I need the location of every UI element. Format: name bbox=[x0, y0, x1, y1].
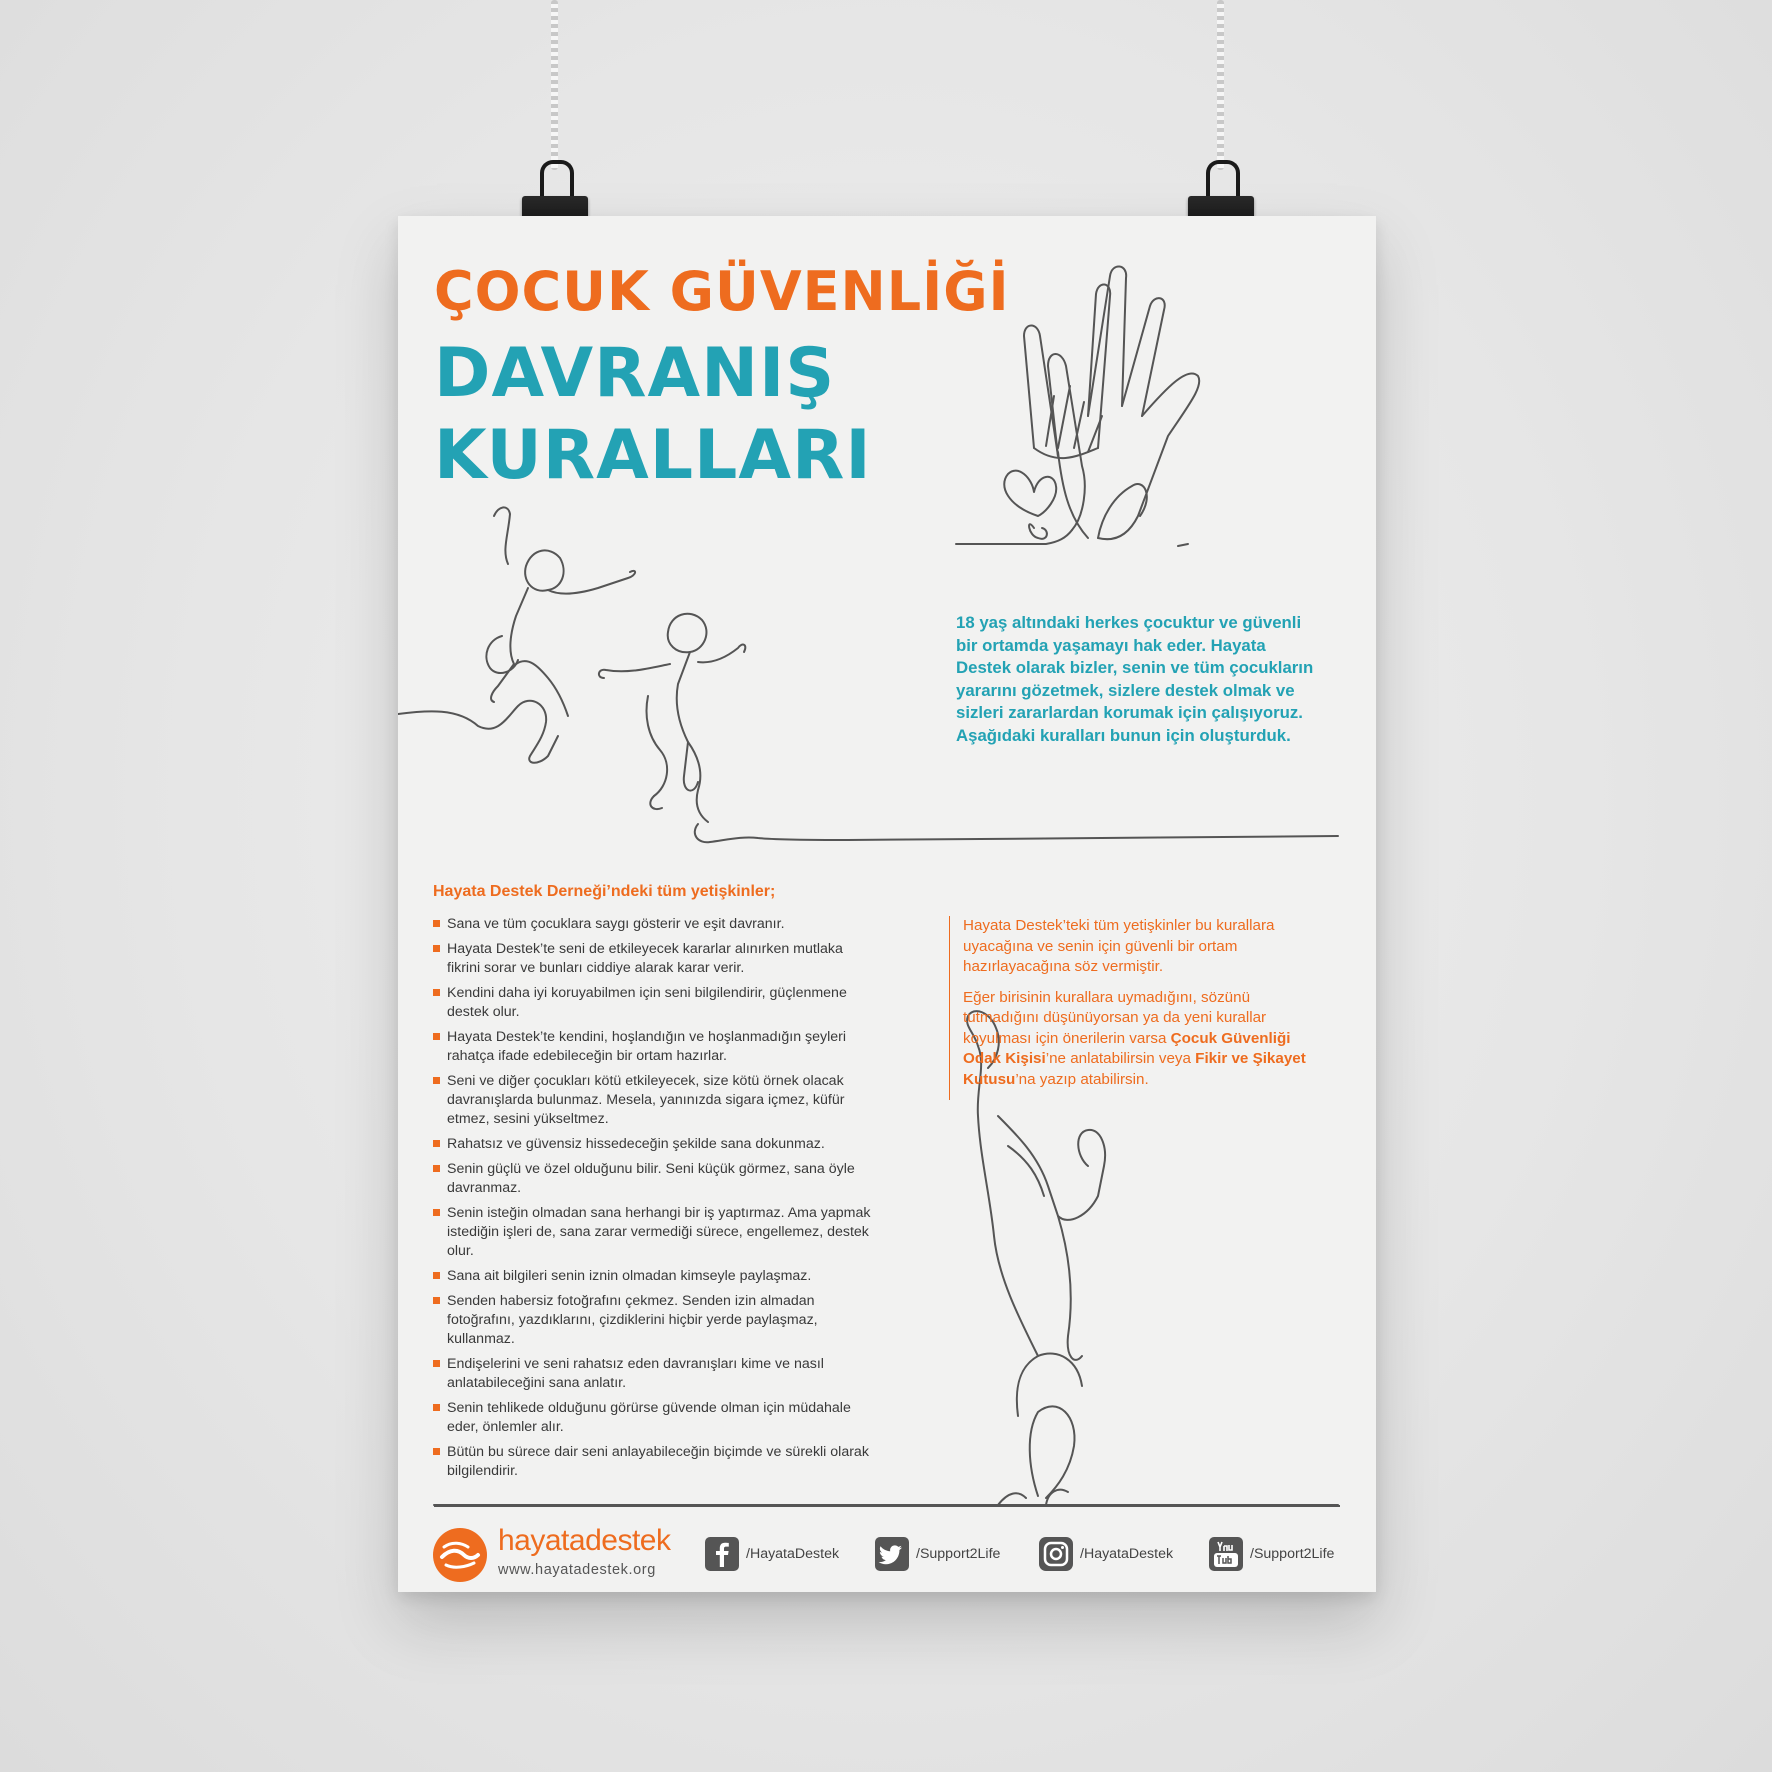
rule-item bbox=[433, 1160, 873, 1198]
social-facebook[interactable] bbox=[704, 1536, 839, 1572]
promise-text: ’na yazıp atabilirsin. bbox=[1015, 1070, 1149, 1088]
rule-item bbox=[433, 1204, 873, 1261]
bullet-square-icon bbox=[433, 1272, 440, 1279]
rule-text: Senden habersiz fotoğrafını çekmez. Senden izin almadan fotoğrafını, yazdıklarını, çizdiklerini hiçbir yerde paylaşmaz, kullanmaz. bbox=[447, 1293, 818, 1347]
youtube-handle: /Support2Life bbox=[1250, 1546, 1335, 1562]
promise-paragraph-2 bbox=[963, 988, 1315, 1091]
rule-item bbox=[433, 984, 873, 1022]
rule-text: Bütün bu sürece dair seni anlayabileceğin biçimde ve sürekli olarak bilgilendirir. bbox=[447, 1444, 869, 1479]
promise-paragraph-1: Hayata Destek’teki tüm yetişkinler bu kurallara uyacağına ve senin için güvenli bir ortam hazırlayacağına söz vermiştir. bbox=[963, 917, 1275, 975]
brand-url[interactable]: www.hayatadestek.org bbox=[498, 1562, 656, 1578]
brand-name: hayatadestek bbox=[498, 1524, 671, 1557]
bullet-square-icon bbox=[433, 1209, 440, 1216]
focal-person-label: Çocuk Güvenliği Odak Kişisi bbox=[963, 1029, 1291, 1067]
rule-text: Sana ait bilgileri senin iznin olmadan kimseyle paylaşmaz. bbox=[447, 1268, 812, 1284]
rule-text: Senin güçlü ve özel olduğunu bilir. Seni küçük görmez, sana öyle davranmaz. bbox=[447, 1161, 855, 1196]
instagram-icon bbox=[1038, 1536, 1074, 1572]
rule-text: Rahatsız ve güvensiz hissedeceğin şekilde sana dokunmaz. bbox=[447, 1136, 825, 1152]
social-twitter[interactable] bbox=[874, 1536, 1000, 1572]
rule-item bbox=[433, 1267, 873, 1286]
rule-text: Hayata Destek’te kendini, hoşlandığın ve hoşlanmadığın şeyleri rahatça ifade edebileceğin bir ortam hazırlar. bbox=[447, 1029, 847, 1064]
rule-text: Senin tehlikede olduğunu görürse güvende olman için müdahale eder, önlemler alır. bbox=[447, 1400, 851, 1435]
rule-text: Endişelerini ve seni rahatsız eden davranışları kime ve nasıl anlatabileceğini sana anlatır. bbox=[447, 1356, 824, 1391]
rule-item bbox=[433, 1292, 873, 1349]
poster bbox=[398, 216, 1376, 1592]
bullet-square-icon bbox=[433, 945, 440, 952]
bullet-square-icon bbox=[433, 920, 440, 927]
title-line-2: DAVRANIŞ bbox=[434, 334, 836, 413]
hanging-string-right bbox=[1217, 0, 1224, 170]
instagram-handle: /HayataDestek bbox=[1080, 1546, 1174, 1562]
rule-text: Hayata Destek’te seni de etkileyecek kararlar alınırken mutlaka fikrini sorar ve bunları ciddiye alarak karar verir. bbox=[447, 941, 843, 976]
bullet-square-icon bbox=[433, 989, 440, 996]
rule-text: Senin isteğin olmadan sana herhangi bir iş yaptırmaz. Ama yapmak istediğin işleri de, sana zarar vermediği sürece, engellemez, destek olur. bbox=[447, 1205, 871, 1259]
hands-line-art bbox=[956, 266, 1199, 546]
rule-item bbox=[433, 1399, 873, 1437]
youtube-icon bbox=[1208, 1536, 1244, 1572]
hayatadestek-logo-icon bbox=[432, 1527, 488, 1583]
rule-item bbox=[433, 1443, 873, 1481]
bullet-square-icon bbox=[433, 1077, 440, 1084]
promise-text: ’ne anlatabilirsin veya bbox=[1045, 1050, 1196, 1067]
title-line-3: KURALLARI bbox=[434, 416, 872, 495]
rule-item bbox=[433, 1028, 873, 1066]
bullet-square-icon bbox=[433, 1404, 440, 1411]
social-youtube[interactable] bbox=[1208, 1536, 1334, 1572]
bullet-square-icon bbox=[433, 1033, 440, 1040]
hanging-string-left bbox=[551, 0, 558, 170]
rule-text: Sana ve tüm çocuklara saygı gösterir ve eşit davranır. bbox=[447, 916, 785, 932]
promise-text: Eğer birisinin kurallara uymadığını, sözünü tutmadığını düşünüyorsan ya da yeni kurallar koyulması için önerilerin varsa bbox=[963, 988, 1267, 1047]
rule-item bbox=[433, 940, 873, 978]
rule-item bbox=[433, 1135, 873, 1154]
bullet-square-icon bbox=[433, 1360, 440, 1367]
rule-text: Kendini daha iyi koruyabilmen için seni bilgilendirir, güçlenmene destek olur. bbox=[447, 985, 847, 1020]
suggestion-box-label: Fikir ve Şikayet Kutusu bbox=[963, 1050, 1306, 1088]
rule-item bbox=[433, 915, 873, 934]
rules-list bbox=[433, 915, 873, 1487]
title-line-1: ÇOCUK GÜVENLİĞİ bbox=[434, 260, 1010, 323]
facebook-handle: /HayataDestek bbox=[746, 1546, 840, 1562]
rule-item bbox=[433, 1355, 873, 1393]
bullet-square-icon bbox=[433, 1297, 440, 1304]
intro-text: 18 yaş altındaki herkes çocuktur ve güvenli bir ortamda yaşamayı hak eder. Hayata Destek olarak bizler, senin ve tüm çocukların yararını gözetmek, sizlere destek olmak ve sizleri zararlardan korumak için çalışıyoruz. Aşağıdaki kuralları bunun için oluşturduk. bbox=[956, 613, 1314, 745]
facebook-icon bbox=[704, 1536, 740, 1572]
social-instagram[interactable] bbox=[1038, 1536, 1173, 1572]
promise-box bbox=[949, 916, 1315, 1100]
bullet-square-icon bbox=[433, 1448, 440, 1455]
rule-text: Seni ve diğer çocukları kötü etkileyecek, size kötü örnek olacak davranışlarda bulunmaz. Mesela, yanınızda sigara içmez, küfür etmez, sesini yükseltmez. bbox=[447, 1073, 845, 1127]
rule-item bbox=[433, 1072, 873, 1129]
twitter-handle: /Support2Life bbox=[916, 1546, 1001, 1562]
footer-divider bbox=[434, 1505, 1340, 1507]
twitter-icon bbox=[874, 1536, 910, 1572]
bullet-square-icon bbox=[433, 1140, 440, 1147]
bullet-square-icon bbox=[433, 1165, 440, 1172]
rules-heading: Hayata Destek Derneği’ndeki tüm yetişkinler; bbox=[433, 883, 776, 900]
